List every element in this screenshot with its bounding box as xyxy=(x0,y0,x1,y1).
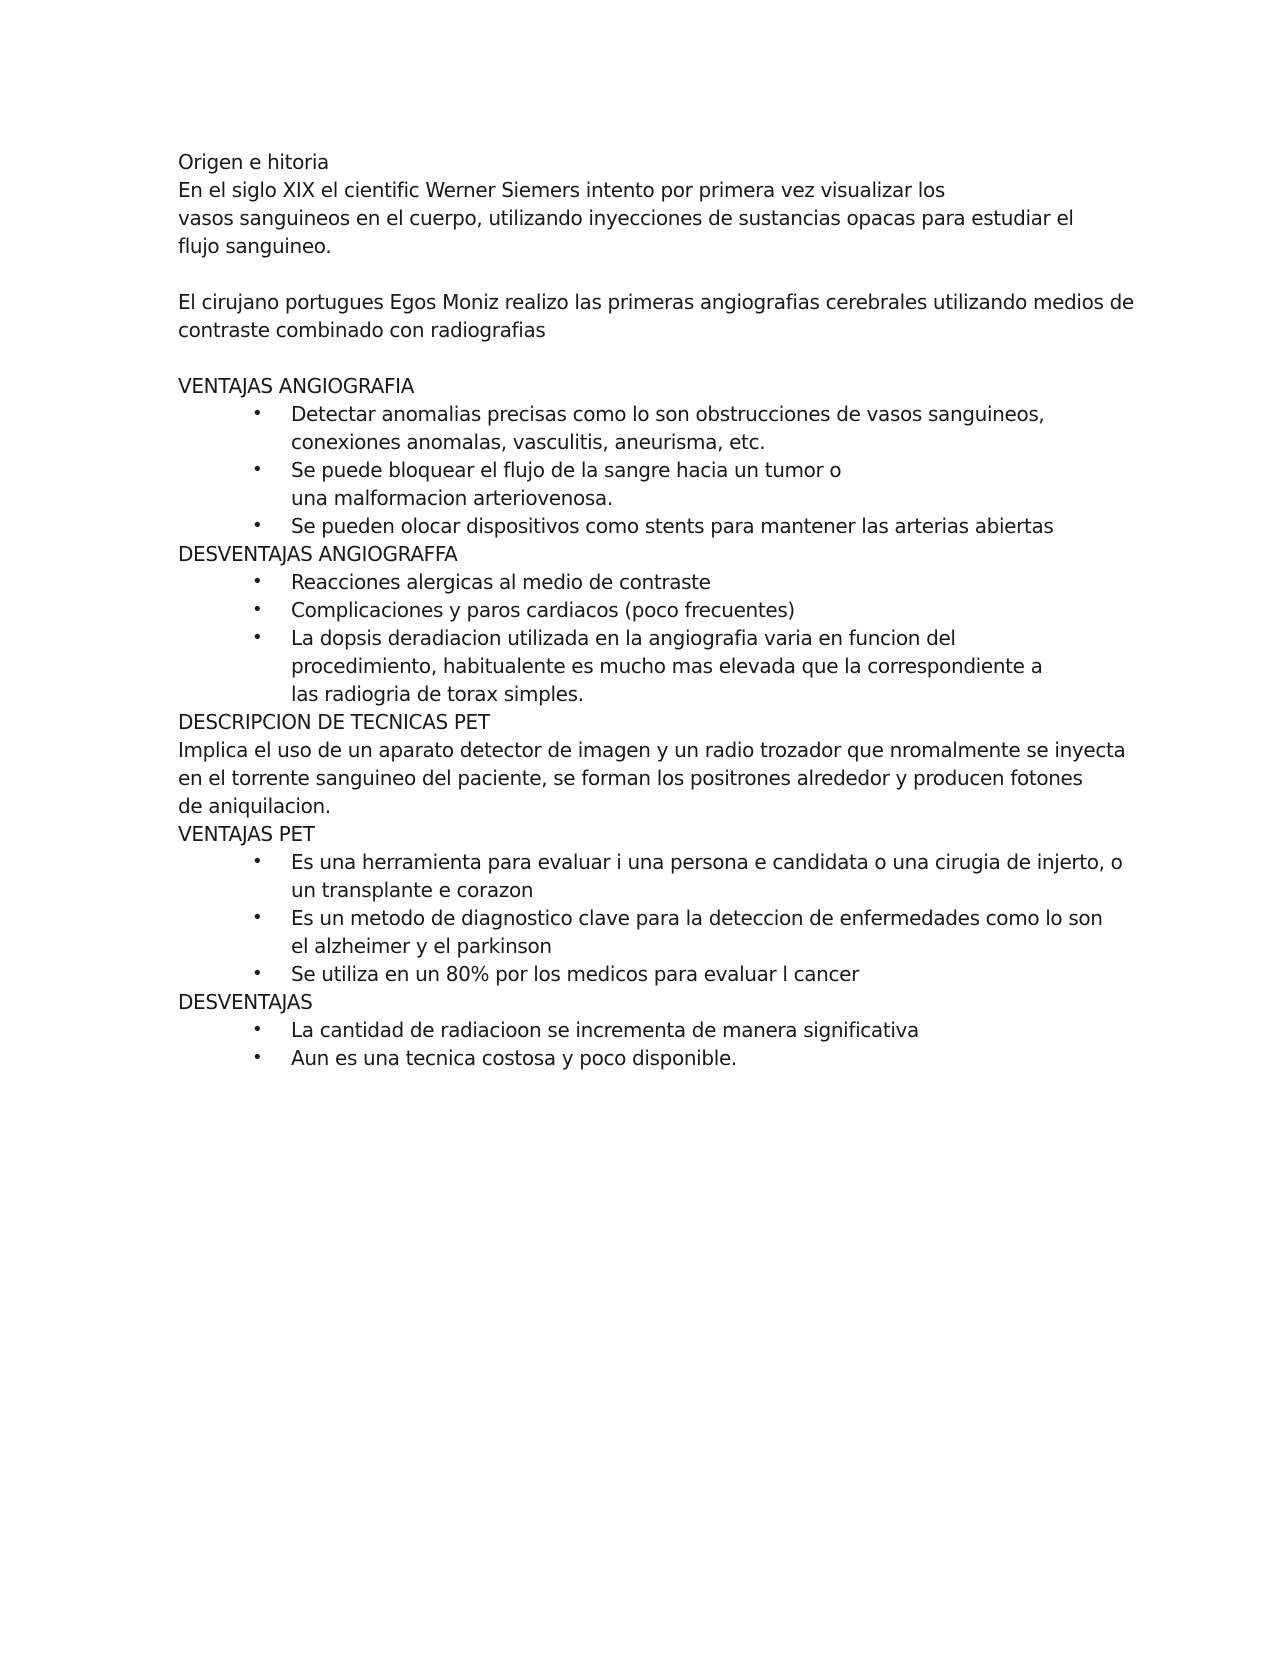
bullet-icon: • xyxy=(252,571,263,592)
list-item-text: Aun es una tecnica costosa y poco disponible. xyxy=(291,1046,737,1070)
bullet-icon: • xyxy=(252,599,263,620)
section-heading-desventajas-angiografia: DESVENTAJAS ANGIOGRAFFA xyxy=(178,542,458,566)
bullet-list-desventajas-pet xyxy=(178,1016,1118,1072)
paragraph-line: contraste combinado con radiografias xyxy=(178,318,546,342)
list-item xyxy=(178,596,1118,624)
blank-line xyxy=(178,260,1118,288)
section-heading-descripcion-pet: DESCRIPCION DE TECNICAS PET xyxy=(178,710,490,734)
list-item-text: el alzheimer y el parkinson xyxy=(291,934,552,958)
section-heading-origen: Origen e hitoria xyxy=(178,150,329,174)
bullet-icon: • xyxy=(252,851,263,872)
list-item-text: Se pueden olocar dispositivos como stents para mantener las arterias abiertas xyxy=(291,514,1054,538)
bullet-icon: • xyxy=(252,907,263,928)
paragraph-line: en el torrente sanguineo del paciente, se forman los positrones alrededor y producen fotones xyxy=(178,766,1083,790)
list-item xyxy=(178,624,1118,708)
list-item-text: Se puede bloquear el flujo de la sangre hacia un tumor o xyxy=(291,458,842,482)
list-item xyxy=(178,456,1118,512)
list-item xyxy=(178,512,1118,540)
bullet-icon: • xyxy=(252,627,263,648)
document-body xyxy=(178,148,1134,1072)
bullet-icon: • xyxy=(252,459,263,480)
list-item xyxy=(178,848,1123,904)
list-item-text: Reacciones alergicas al medio de contraste xyxy=(291,570,711,594)
paragraph-line: flujo sanguineo. xyxy=(178,234,332,258)
bullet-icon: • xyxy=(252,1047,263,1068)
section-heading-ventajas-pet: VENTAJAS PET xyxy=(178,822,315,846)
list-item-text: las radiogria de torax simples. xyxy=(291,682,584,706)
section-heading-ventajas-angiografia: VENTAJAS ANGIOGRAFIA xyxy=(178,374,415,398)
blank-line xyxy=(178,344,1118,372)
paragraph-line: vasos sanguineos en el cuerpo, utilizando inyecciones de sustancias opacas para estudiar el xyxy=(178,206,1074,230)
list-item-text: conexiones anomalas, vasculitis, aneurisma, etc. xyxy=(291,430,766,454)
list-item xyxy=(178,1044,1118,1072)
list-item-text: La cantidad de radiacioon se incrementa de manera significativa xyxy=(291,1018,919,1042)
bullet-list-ventajas-pet xyxy=(178,848,1123,988)
list-item-text: Es un metodo de diagnostico clave para la deteccion de enfermedades como lo son xyxy=(291,906,1103,930)
list-item-text: Es una herramienta para evaluar i una persona e candidata o una cirugia de injerto, o xyxy=(291,850,1123,874)
list-item-text: procedimiento, habitualente es mucho mas elevada que la correspondiente a xyxy=(291,654,1043,678)
paragraph-line: En el siglo XIX el cientific Werner Siemers intento por primera vez visualizar los xyxy=(178,178,945,202)
paragraph-line: Implica el uso de un aparato detector de imagen y un radio trozador que nromalmente se inyecta xyxy=(178,738,1126,762)
paragraph-line: El cirujano portugues Egos Moniz realizo las primeras angiografias cerebrales utilizando medios de xyxy=(178,290,1134,314)
bullet-icon: • xyxy=(252,515,263,536)
paragraph-line: de aniquilacion. xyxy=(178,794,331,818)
bullet-icon: • xyxy=(252,403,263,424)
bullet-list-ventajas-angiografia xyxy=(178,400,1118,540)
list-item xyxy=(178,1016,1118,1044)
list-item-text: una malformacion arteriovenosa. xyxy=(291,486,613,510)
bullet-list-desventajas-angiografia xyxy=(178,568,1118,708)
list-item-text: La dopsis deradiacion utilizada en la angiografia varia en funcion del xyxy=(291,626,956,650)
list-item-text: Se utiliza en un 80% por los medicos para evaluar l cancer xyxy=(291,962,859,986)
bullet-icon: • xyxy=(252,963,263,984)
bullet-icon: • xyxy=(252,1019,263,1040)
list-item xyxy=(178,400,1118,456)
list-item xyxy=(178,568,1118,596)
list-item-text: un transplante e corazon xyxy=(291,878,534,902)
list-item xyxy=(178,960,1118,988)
list-item-text: Detectar anomalias precisas como lo son obstrucciones de vasos sanguineos, xyxy=(291,402,1045,426)
section-heading-desventajas-pet: DESVENTAJAS xyxy=(178,990,313,1014)
list-item xyxy=(178,904,1118,960)
list-item-text: Complicaciones y paros cardiacos (poco frecuentes) xyxy=(291,598,795,622)
